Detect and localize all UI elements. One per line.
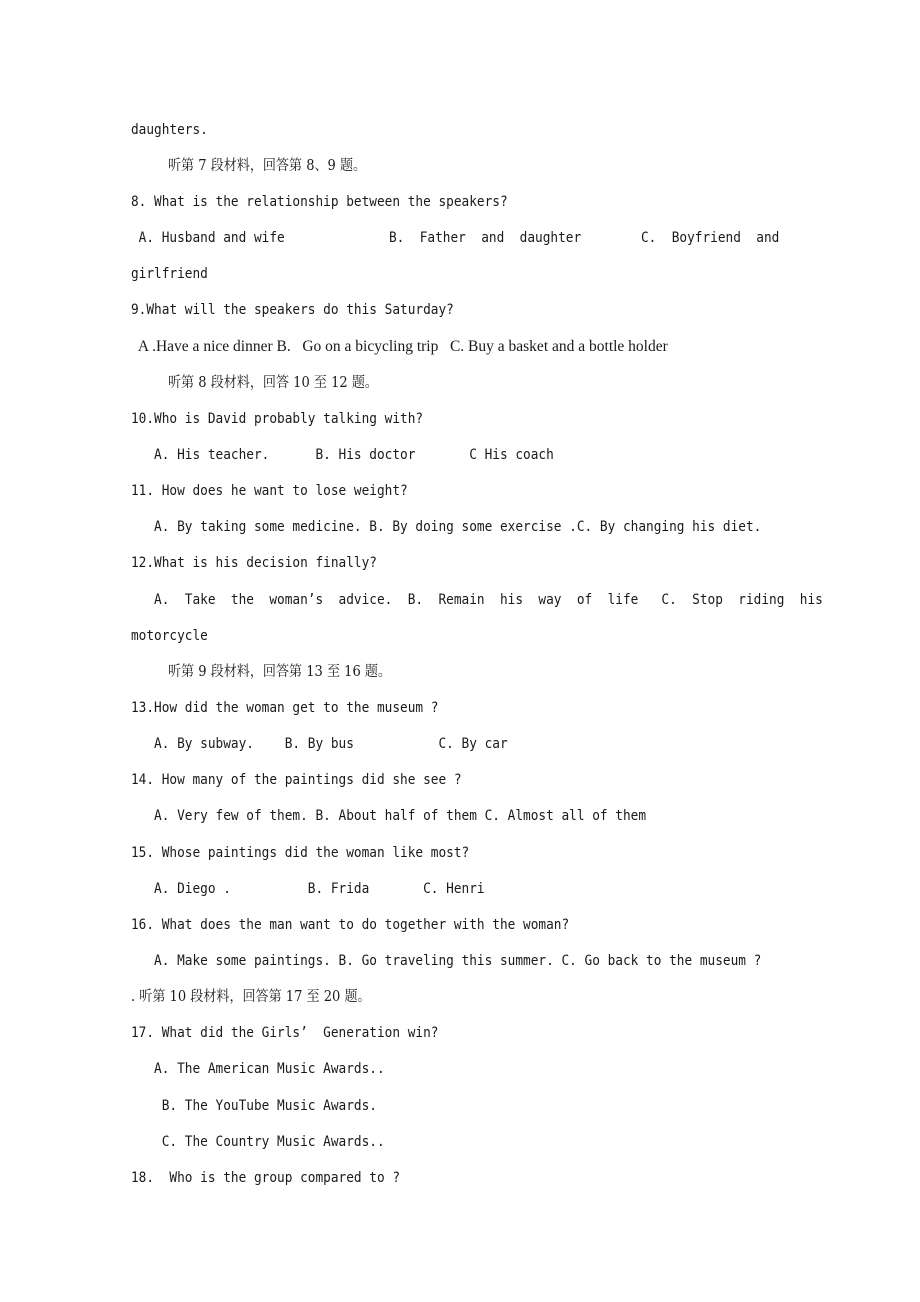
section-instruction-10: . 听第 10 段材料，回答第 17 至 20 题。 bbox=[131, 989, 371, 1005]
text-line-continuation: daughters. bbox=[131, 122, 208, 138]
question-15-options: A. Diego . B. Frida C. Henri bbox=[131, 881, 485, 897]
question-12: 12.What is his decision finally? bbox=[131, 555, 378, 571]
question-13: 13.How did the woman get to the museum ? bbox=[131, 700, 439, 716]
section-instruction-8: 听第 8 段材料，回答 10 至 12 题。 bbox=[168, 375, 378, 391]
question-17: 17. What did the Girls’ Generation win? bbox=[131, 1025, 439, 1041]
question-17-option-c: C. The Country Music Awards.. bbox=[131, 1134, 385, 1150]
question-8: 8. What is the relationship between the speakers? bbox=[131, 194, 508, 210]
question-9: 9.What will the speakers do this Saturday? bbox=[131, 302, 454, 318]
question-11: 11. How does he want to lose weight? bbox=[131, 483, 408, 499]
question-16: 16. What does the man want to do together with the woman? bbox=[131, 917, 570, 933]
question-17-option-b: B. The YouTube Music Awards. bbox=[131, 1098, 378, 1114]
section-instruction-7: 听第 7 段材料，回答第 8、9 题。 bbox=[168, 158, 367, 174]
question-11-options: A. By taking some medicine. B. By doing some exercise .C. By changing his diet. bbox=[131, 519, 762, 535]
question-12-options-continuation: motorcycle bbox=[131, 628, 208, 644]
question-9-options: A .Have a nice dinner B. Go on a bicycling trip C. Buy a basket and a bottle holder bbox=[131, 338, 668, 355]
question-15: 15. Whose paintings did the woman like most? bbox=[131, 845, 470, 861]
question-18: 18. Who is the group compared to ? bbox=[131, 1170, 401, 1186]
question-17-option-a: A. The American Music Awards.. bbox=[131, 1061, 385, 1077]
question-14: 14. How many of the paintings did she see ? bbox=[131, 772, 462, 788]
section-instruction-9: 听第 9 段材料，回答第 13 至 16 题。 bbox=[168, 664, 392, 680]
question-8-option-c-continuation: girlfriend bbox=[131, 266, 208, 282]
question-8-option-b: B. Father and daughter bbox=[389, 230, 582, 246]
question-8-option-a: A. Husband and wife bbox=[131, 230, 285, 246]
question-14-options: A. Very few of them. B. About half of them C. Almost all of them bbox=[131, 808, 647, 824]
question-10: 10.Who is David probably talking with? bbox=[131, 411, 424, 427]
question-16-options: A. Make some paintings. B. Go traveling this summer. C. Go back to the museum ? bbox=[131, 953, 762, 969]
question-10-options: A. His teacher. B. His doctor C His coach bbox=[131, 447, 554, 463]
question-13-options: A. By subway. B. By bus C. By car bbox=[131, 736, 508, 752]
question-8-option-c: C. Boyfriend and bbox=[641, 230, 780, 246]
question-12-options: A. Take the woman’s advice. B. Remain his way of life C. Stop riding his bbox=[131, 592, 823, 608]
